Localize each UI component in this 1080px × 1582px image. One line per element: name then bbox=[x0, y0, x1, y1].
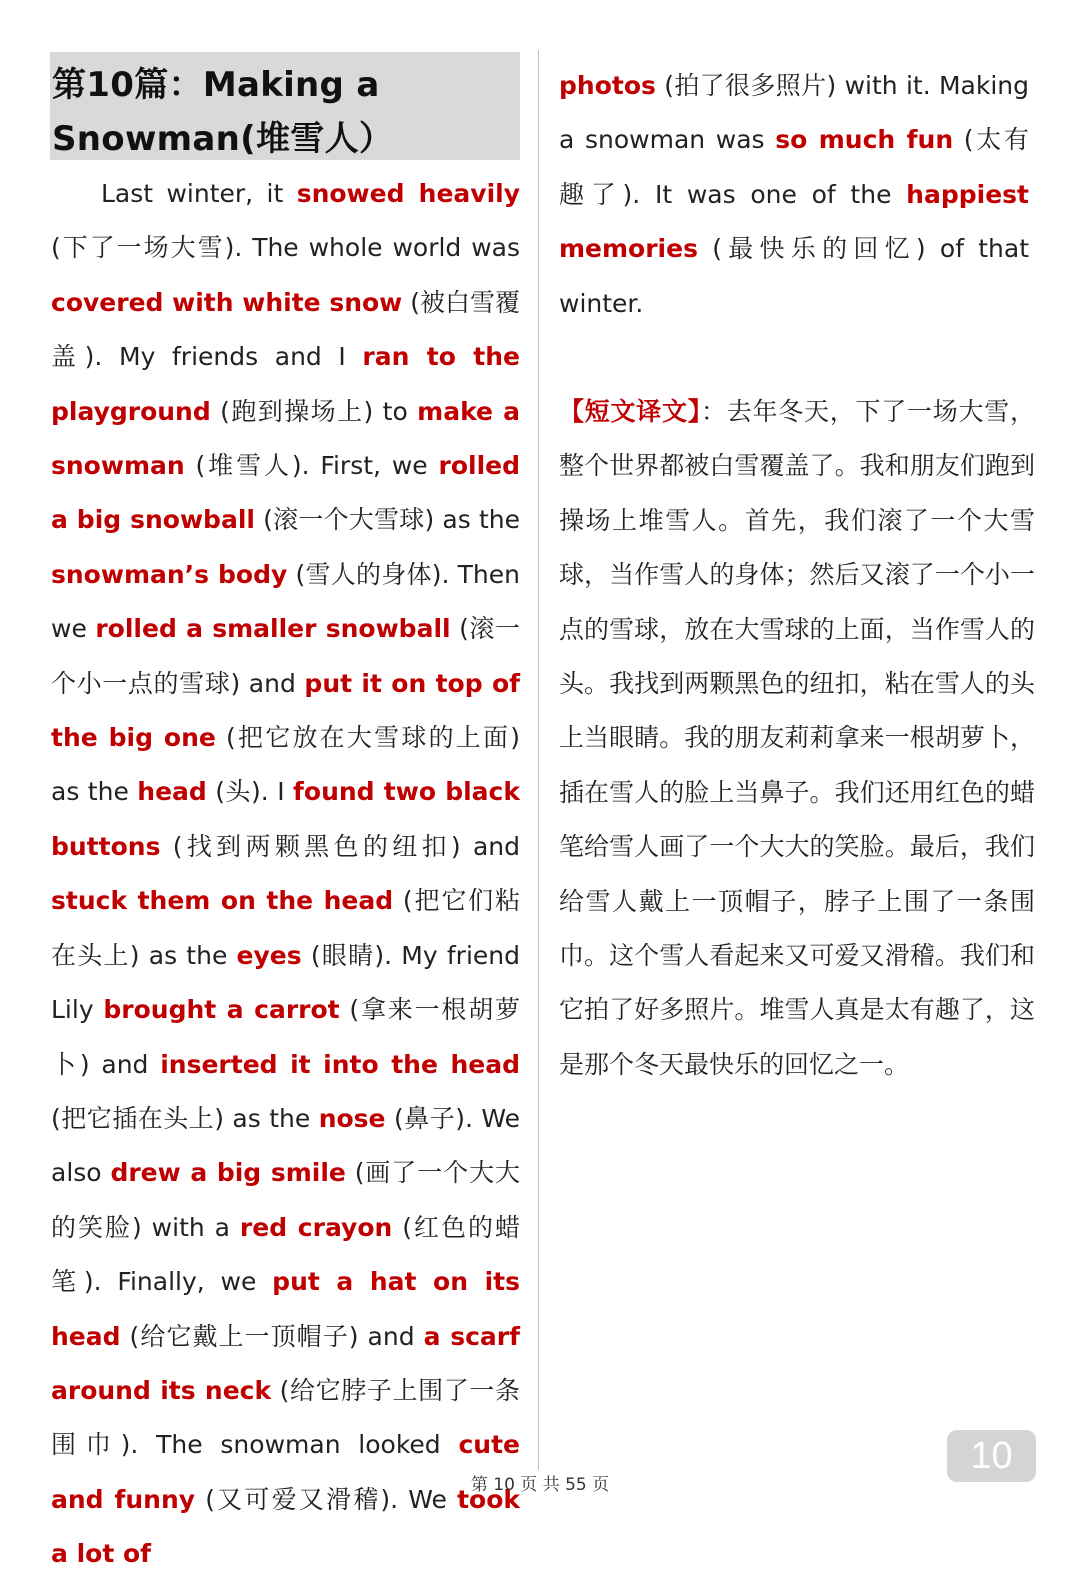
passage-text: (眼睛). My friend Lily bbox=[51, 940, 520, 1025]
highlighted-phrase: make a snowman bbox=[51, 396, 520, 481]
passage-text: (给它戴上一顶帽子) and bbox=[120, 1321, 424, 1351]
passage-text: (找到两颗黑色的纽扣) and bbox=[160, 831, 520, 861]
translation-label: 【短文译文】 bbox=[559, 397, 701, 426]
passage-text: (下了一场大雪). The whole world was bbox=[51, 233, 520, 263]
passage-text: (把它放在大雪球的上面) as the bbox=[51, 723, 520, 807]
passage-text: Last winter, it bbox=[101, 179, 297, 208]
passage-text: (把它插在头上) as the bbox=[51, 1103, 319, 1133]
passage-text: (滚一个大雪球) as the bbox=[254, 505, 520, 535]
translation-text: ：去年冬天，下了一场大雪，整个世界都被白雪覆盖了。我和朋友们跑到操场上堆雪人。首先，我们滚了一个大雪球，当作雪人的身体；然后又滚了一个小一点的雪球，放在大雪球的上面，当作雪人的头。我找到两颗黑色的纽扣，粘在雪人的头上当眼睛。我的朋友莉莉拿来一根胡萝卜，插在雪人的脸上当鼻子。我们还用红色的蜡笔给雪人画了一个大大的笑脸。最后，我们给雪人戴上一顶帽子，脖子上围了一条围巾。这个雪人看起来又可爱又滑稽。我们和它拍了好多照片。堆雪人真是太有趣了，这是那个冬天最快乐的回忆之一。 bbox=[559, 397, 1035, 1079]
highlighted-phrase: so much fun bbox=[775, 125, 954, 155]
passage-left-column bbox=[51, 167, 520, 1582]
highlighted-phrase: red crayon bbox=[239, 1212, 393, 1242]
passage-text: (堆雪人). First, we bbox=[184, 451, 439, 481]
passage-text: (雪人的身体). Then we bbox=[51, 559, 520, 644]
passage-text: (把它们粘在头上) as the bbox=[51, 886, 520, 970]
highlighted-phrase: nose bbox=[318, 1103, 386, 1133]
passage-text: (头). I bbox=[206, 777, 294, 807]
highlighted-phrase: head bbox=[137, 777, 207, 807]
passage-text: (滚一个小一点的雪球) and bbox=[51, 614, 520, 698]
passage-text: (鼻子). We also bbox=[51, 1103, 520, 1188]
article-title: 第10篇：Making a Snowman(堆雪人） bbox=[52, 65, 394, 159]
highlighted-phrase: covered with white snow bbox=[51, 287, 403, 317]
highlighted-phrase: cute and funny bbox=[51, 1430, 520, 1514]
passage-text: (拍了很多照片) with it. Making a snowman was bbox=[559, 71, 1029, 155]
highlighted-phrase: eyes bbox=[236, 940, 302, 970]
highlighted-phrase: snowed heavily bbox=[296, 179, 521, 208]
passage-text: (最快乐的回忆) of that winter. bbox=[559, 234, 1029, 318]
highlighted-phrase: put a hat on its head bbox=[51, 1267, 520, 1351]
passage-right-column bbox=[559, 59, 1029, 331]
highlighted-phrase: brought a carrot bbox=[103, 995, 340, 1025]
passage-text: (给它脖子上围了一条围巾). The snowman looked bbox=[51, 1375, 520, 1460]
passage-text: (太有趣了). It was one of the bbox=[559, 125, 1029, 209]
highlighted-phrase: inserted it into the head bbox=[160, 1049, 520, 1079]
translation-paragraph bbox=[559, 385, 1035, 1092]
passage-text: (红色的蜡笔). Finally, we bbox=[51, 1212, 520, 1297]
highlighted-phrase: drew a big smile bbox=[110, 1158, 346, 1188]
highlighted-phrase: photos bbox=[559, 71, 656, 100]
page-footer: 第 10 页 共 55 页 bbox=[470, 1475, 610, 1495]
highlighted-phrase: took a lot of bbox=[51, 1484, 520, 1569]
highlighted-phrase: happiest memories bbox=[559, 179, 1029, 264]
title-box bbox=[50, 52, 520, 160]
highlighted-phrase: put it on top of the big one bbox=[51, 668, 520, 753]
page-number-badge: 10 bbox=[947, 1430, 1036, 1482]
highlighted-phrase: stuck them on the head bbox=[51, 886, 394, 916]
highlighted-phrase: snowman’s body bbox=[51, 559, 288, 589]
passage-text: (被白雪覆盖). My friends and I bbox=[51, 287, 520, 372]
passage-text: (画了一个大大的笑脸) with a bbox=[51, 1158, 520, 1242]
column-divider bbox=[538, 50, 539, 1470]
highlighted-phrase: rolled a big snowball bbox=[51, 451, 520, 535]
highlighted-phrase: ran to the playground bbox=[51, 342, 520, 426]
highlighted-phrase: rolled a smaller snowball bbox=[95, 614, 451, 644]
highlighted-phrase: a scarf around its neck bbox=[51, 1321, 520, 1405]
highlighted-phrase: found two black buttons bbox=[51, 777, 520, 861]
passage-text: (拿来一根胡萝卜) and bbox=[51, 995, 521, 1079]
passage-text: (跑到操场上) to bbox=[210, 396, 418, 426]
passage-text: (又可爱又滑稽). We bbox=[195, 1484, 458, 1514]
